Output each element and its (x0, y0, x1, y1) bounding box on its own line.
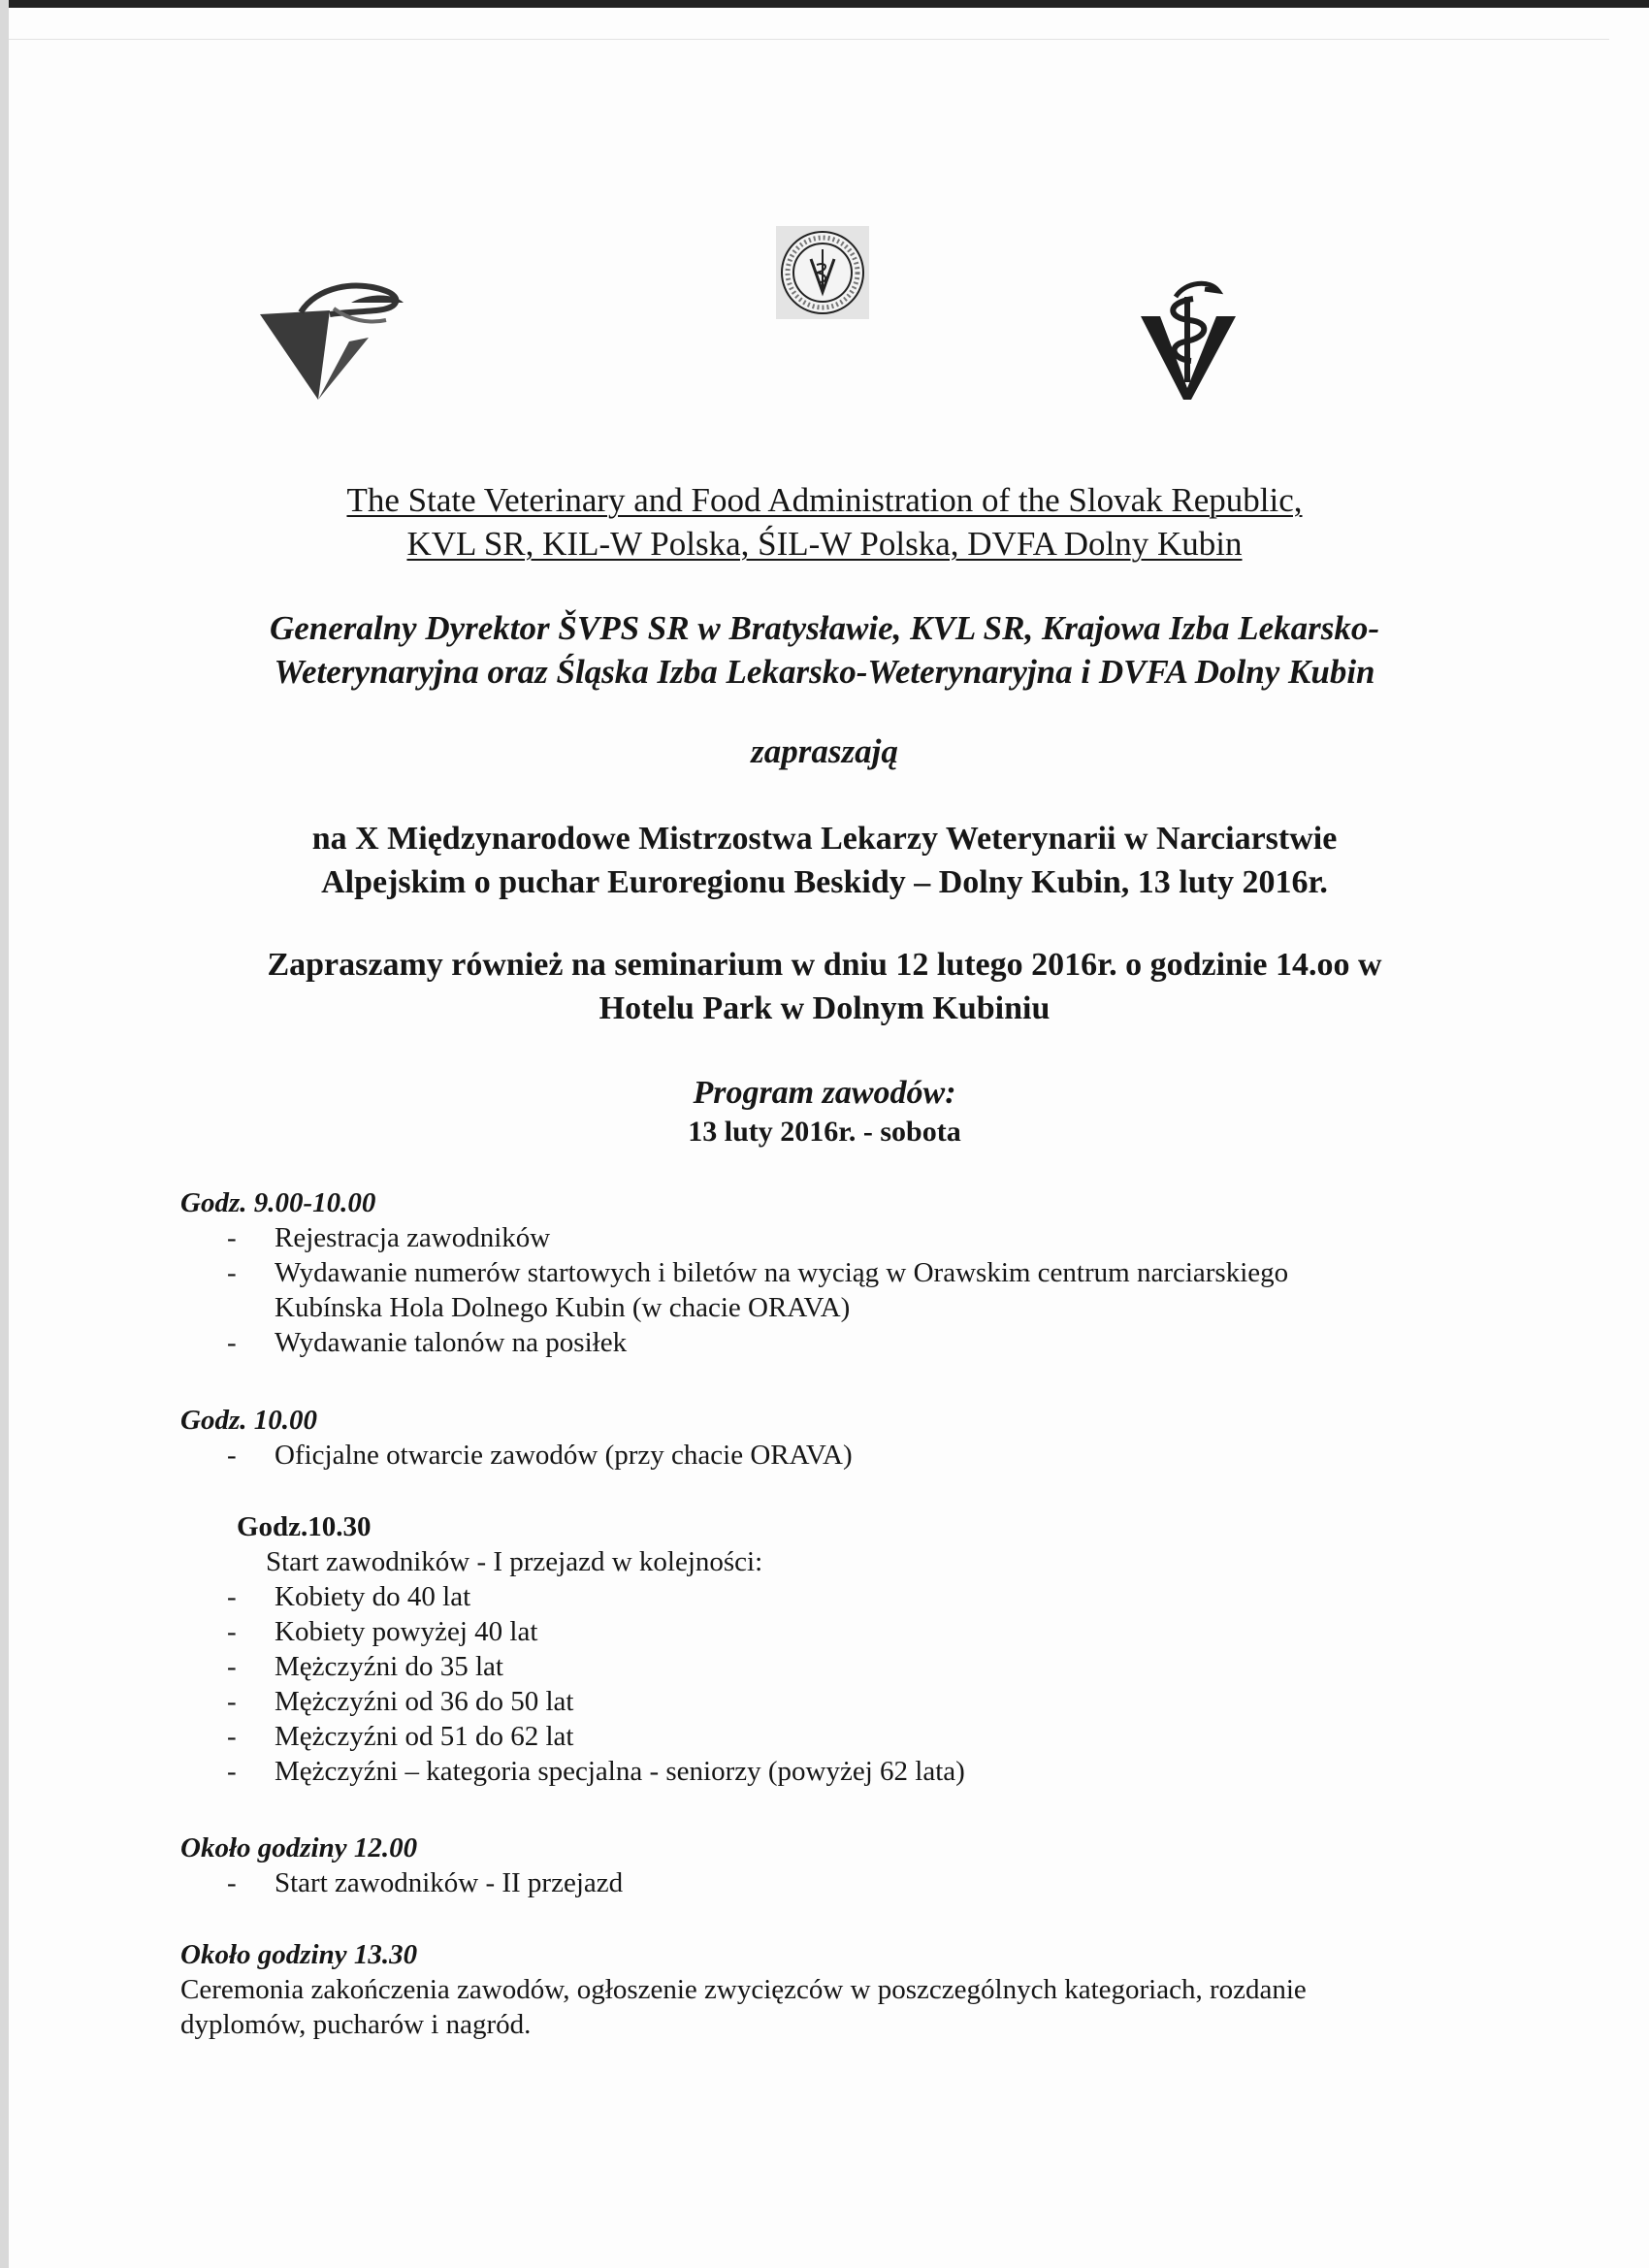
bullet-dash: - (227, 1616, 237, 1647)
list-item-text: Wydawanie numerów startowych i biletów na wyciąg w Orawskim centrum narciarskiego (275, 1257, 1289, 1288)
seminar-line2: Hotelu Park w Dolnym Kubiniu (598, 990, 1051, 1026)
list-item-text: Start zawodników - II przejazd (275, 1867, 624, 1898)
bullet-dash: - (227, 1581, 237, 1612)
schedule-section-ceremony (180, 1937, 1471, 2042)
schedule-section-registration (180, 1185, 1471, 1360)
schedule-time: Około godziny 13.30 (180, 1939, 418, 1970)
round-seal-logo-icon (776, 226, 869, 319)
organization-heading-line1: The State Veterinary and Food Administration of the Slovak Republic, (346, 481, 1303, 519)
schedule-time: Godz.10.30 (237, 1511, 372, 1542)
list-item (180, 1255, 1471, 1290)
list-item (180, 1865, 1471, 1900)
list-item-continuation (180, 1290, 1471, 1325)
list-item-text: Kubínska Hola Dolnego Kubin (w chacie ORAVA) (275, 1292, 851, 1323)
event-title (0, 817, 1649, 904)
list-item (180, 1754, 1471, 1789)
list-item-text: Mężczyźni od 36 do 50 lat (275, 1686, 574, 1717)
list-item (180, 1438, 1471, 1473)
program-date: 13 luty 2016r. - sobota (688, 1116, 961, 1148)
schedule-time: Około godziny 12.00 (180, 1832, 418, 1863)
bullet-dash: - (227, 1440, 237, 1471)
ceremony-text-line1: Ceremonia zakończenia zawodów, ogłoszenie zwycięzców w poszczególnych kategoriach, rozdanie (180, 1974, 1307, 2005)
event-title-line1: na X Międzynarodowe Mistrzostwa Lekarzy Weterynarii w Narciarstwie (311, 821, 1338, 857)
schedule-section-first-run (180, 1509, 1471, 1789)
bullet-dash: - (227, 1651, 237, 1682)
list-item-text: Kobiety do 40 lat (275, 1581, 471, 1612)
list-item (180, 1649, 1471, 1684)
bullet-dash: - (227, 1686, 237, 1717)
organization-heading (0, 478, 1649, 566)
program-title: Program zawodów: (693, 1075, 956, 1111)
bullet-dash: - (227, 1756, 237, 1787)
scan-line (9, 39, 1609, 40)
list-item (180, 1684, 1471, 1719)
organizers-line1: Generalny Dyrektor ŠVPS SR w Bratysławie, KVL SR, Krajowa Izba Lekarsko- (269, 609, 1380, 647)
organizers-line2: Weterynaryjna oraz Śląska Izba Lekarsko-Weterynaryjna i DVFA Dolny Kubin (274, 653, 1375, 691)
list-item (180, 1325, 1471, 1360)
list-item-text: Mężczyźni – kategoria specjalna - seniorzy (powyżej 62 lata) (275, 1756, 965, 1787)
organizers-paragraph (0, 606, 1649, 694)
list-item-text: Mężczyźni od 51 do 62 lat (275, 1721, 574, 1752)
list-item-text: Oficjalne otwarcie zawodów (przy chacie ORAVA) (275, 1440, 853, 1471)
schedule-section-second-run (180, 1831, 1471, 1900)
schedule-time: Godz. 9.00-10.00 (180, 1187, 376, 1218)
schedule-time: Godz. 10.00 (180, 1405, 317, 1436)
veterinary-v-bird-logo-icon (260, 281, 407, 400)
list-item (180, 1220, 1471, 1255)
bullet-dash: - (227, 1257, 237, 1288)
list-item-text: Kobiety powyżej 40 lat (275, 1616, 538, 1647)
seminar-invitation (0, 943, 1649, 1030)
list-item (180, 1579, 1471, 1614)
page-top-edge (0, 0, 1649, 8)
bullet-dash: - (227, 1867, 237, 1898)
list-item (180, 1614, 1471, 1649)
bullet-dash: - (227, 1327, 237, 1358)
bullet-dash: - (227, 1721, 237, 1752)
schedule-intro: Start zawodników - I przejazd w kolejności: (266, 1546, 763, 1577)
bullet-dash: - (227, 1222, 237, 1253)
event-title-line2: Alpejskim o puchar Euroregionu Beskidy – Dolny Kubin, 13 luty 2016r. (321, 864, 1328, 900)
aesculapius-v-logo-icon (1137, 274, 1242, 400)
organization-heading-line2: KVL SR, KIL-W Polska, ŚIL-W Polska, DVFA Dolny Kubin (406, 525, 1243, 563)
seminar-line1: Zapraszamy również na seminarium w dniu 12 lutego 2016r. o godzinie 14.oo w (267, 947, 1382, 983)
invite-word: zapraszają (751, 732, 898, 770)
list-item-text: Wydawanie talonów na posiłek (275, 1327, 628, 1358)
schedule-section-opening (180, 1403, 1471, 1473)
list-item (180, 1719, 1471, 1754)
ceremony-text-line2: dyplomów, pucharów i nagród. (180, 2009, 532, 2040)
list-item-text: Mężczyźni do 35 lat (275, 1651, 503, 1682)
list-item-text: Rejestracja zawodników (275, 1222, 551, 1253)
